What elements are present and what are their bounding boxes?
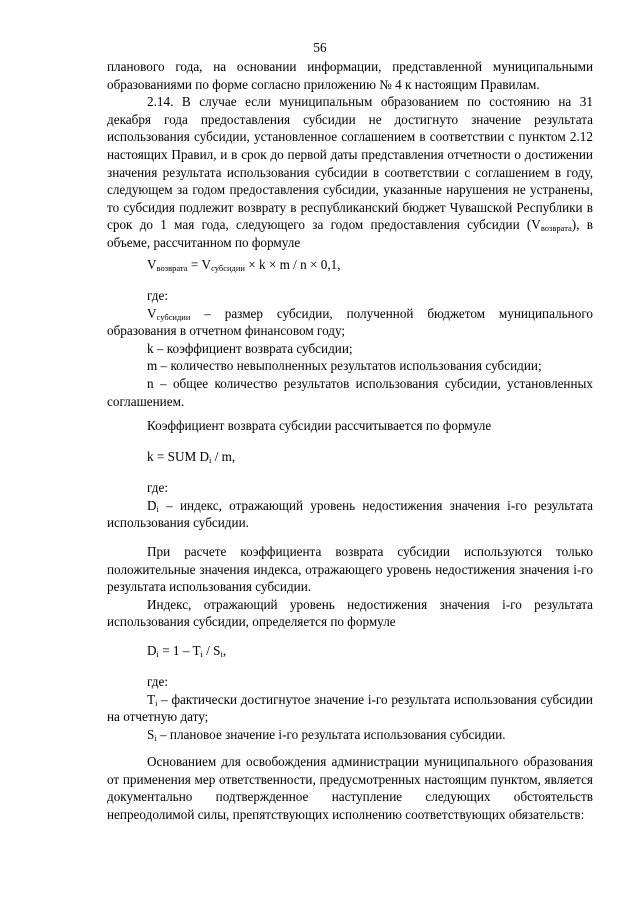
where-label: где: xyxy=(147,674,168,689)
text-block-top xyxy=(107,58,593,252)
text-block-middle xyxy=(107,543,593,631)
definitions-block-3 xyxy=(107,673,593,743)
paragraph-positive-values: При расчете коэффициента возврата субсидии используются только положительные значения индекса, отражающего уровень недостижения значения i-го результата использования субсидии. xyxy=(107,544,593,595)
page-number: 56 xyxy=(313,40,327,55)
coef-intro-block xyxy=(107,417,593,435)
paragraph-continuation: планового года, на основании информации, представленной муниципальными образованиями по форме согласно приложению № 4 к настоящим Правилам. xyxy=(107,59,593,92)
text-block-bottom xyxy=(107,753,593,823)
def-d: $D_i$ – индекс, отражающий уровень недостижения значения i-го результата использования субсидии. xyxy=(107,497,593,531)
def-v-subsidii: $V_{субсидии}$ – размер субсидии, полученной бюджетом муниципального образования в отчетном финансовом году; xyxy=(107,305,593,339)
paragraph-force-majeure: Основанием для освобождения администрации муниципального образования от применения мер ответственности, предусмотренных настоящим пунктом, является документально подтвержденное наступление следующих обстоятельств непреодолимой силы, препятствующих исполнению соответствующих обязательств: xyxy=(107,754,593,822)
definitions-block-2 xyxy=(107,479,593,532)
formula-k: k = SUM $D_i$ / m, xyxy=(147,449,236,465)
def-s: $S_i$ – плановое значение i-го результата использования субсидии. xyxy=(147,726,506,743)
formula-d: $D_i = 1 - T_i / S_i$, xyxy=(147,643,227,659)
def-m: m – количество невыполненных результатов использования субсидии; xyxy=(147,358,542,374)
coef-intro: Коэффициент возврата субсидии рассчитывается по формуле xyxy=(147,418,492,433)
where-label: где: xyxy=(147,288,168,303)
definitions-block-1 xyxy=(107,287,593,410)
where-label: где: xyxy=(147,480,168,495)
def-t: $T_i$ – фактически достигнутое значение i-го результата использования субсидии на отчетную дату; xyxy=(107,691,593,725)
paragraph-2-14: 2.14. В случае если муниципальным образованием по состоянию на 31 декабря года предоставления субсидии не достигнуто значение результата использования субсидии, установленное соглашением в соответствии с пунктом 2.12 настоящих Правил, и в срок до первой даты представления отчетности о достижении значения результата использования субсидии в соответствии с соглашением в году, следующем за годом предоставления субсидии, указанные нарушения не устранены, то субсидия подлежит возврату в республиканский бюджет Чувашской Республики в срок до 1 мая года, следующего за годом предоставления субсидии $(V_{возврата})$, в объеме, рассчитанном по формуле xyxy=(107,94,593,250)
def-n: n – общее количество результатов использования субсидии, установленных соглашением. xyxy=(107,375,593,409)
formula-v-return: $V_{возврата} = V_{субсидии} \times k \times m / n \times 0,1$, xyxy=(147,257,341,273)
def-k: k – коэффициент возврата субсидии; xyxy=(147,340,353,356)
paragraph-index-definition: Индекс, отражающий уровень недостижения значения i-го результата использования субсидии, определяется по формуле xyxy=(107,596,593,630)
